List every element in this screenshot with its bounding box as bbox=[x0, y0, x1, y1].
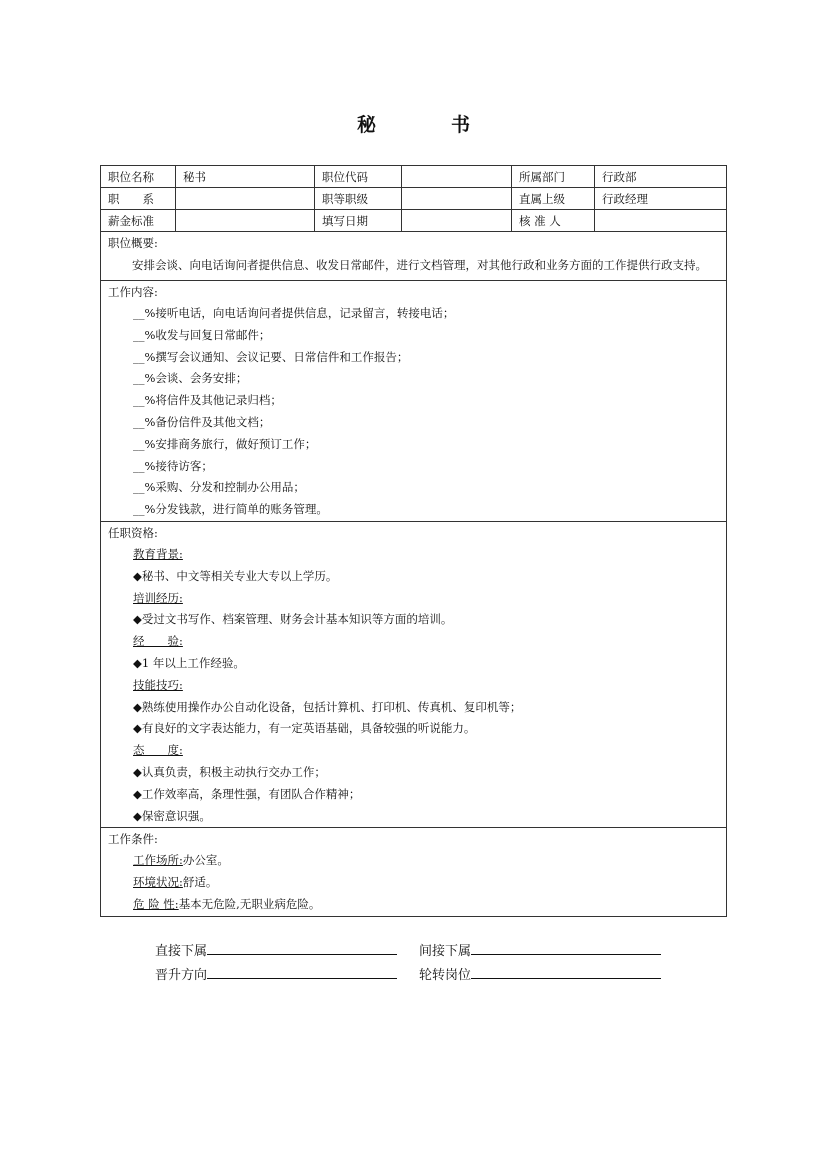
footer-row-1 bbox=[155, 940, 661, 959]
promotion-label: 晋升方向 bbox=[155, 968, 208, 983]
work-content-section bbox=[101, 281, 727, 522]
work-item: __%将信件及其他记录归档； bbox=[133, 393, 282, 408]
label-fill-date: 填写日期 bbox=[315, 210, 402, 232]
attitude-item: ◆工作效率高，条理性强，有团队合作精神； bbox=[133, 786, 361, 801]
education-heading: 教育背景: bbox=[133, 546, 183, 561]
summary-text: 安排会谈、向电话询问者提供信息、收发日常邮件，进行文档管理，对其他行政和业务方面的工作提供行政支持。 bbox=[132, 258, 707, 272]
work-condition-section bbox=[101, 828, 727, 916]
label-salary: 薪金标准 bbox=[101, 210, 176, 232]
attitude-heading: 态 度: bbox=[133, 743, 183, 758]
skills-item: ◆熟练使用操作办公自动化设备，包括计算机、打印机、传真机、复印机等； bbox=[133, 699, 522, 714]
direct-subordinate-field[interactable] bbox=[207, 941, 397, 955]
value-position-name: 秘书 bbox=[176, 166, 315, 188]
label-department: 所属部门 bbox=[512, 166, 595, 188]
summary-label: 职位概要: bbox=[108, 236, 158, 250]
label-job-family: 职 系 bbox=[101, 188, 176, 210]
work-item: __%会谈、会务安排； bbox=[133, 371, 248, 386]
info-row-3 bbox=[101, 210, 727, 232]
attitude-item: ◆保密意识强。 bbox=[133, 808, 211, 823]
education-text: ◆秘书、中文等相关专业大专以上学历。 bbox=[133, 568, 338, 583]
label-position-code: 职位代码 bbox=[315, 166, 402, 188]
value-approver bbox=[595, 210, 727, 232]
indirect-subordinate-field[interactable] bbox=[471, 941, 661, 955]
skills-item: ◆有良好的文字表达能力，有一定英语基础，具备较强的听说能力。 bbox=[133, 721, 476, 736]
label-supervisor: 直属上级 bbox=[512, 188, 595, 210]
footer-row-2 bbox=[155, 964, 661, 983]
promotion-field[interactable] bbox=[207, 965, 397, 979]
training-text: ◆受过文书写作、档案管理、财务会计基本知识等方面的培训。 bbox=[133, 612, 453, 627]
rotation-label: 轮转岗位 bbox=[419, 968, 472, 983]
label-job-grade: 职等职级 bbox=[315, 188, 402, 210]
label-position-name: 职位名称 bbox=[101, 166, 176, 188]
value-department: 行政部 bbox=[595, 166, 727, 188]
skills-heading: 技能技巧: bbox=[133, 677, 183, 692]
work-item: __%撰写会议通知、会议记要、日常信件和工作报告； bbox=[133, 349, 409, 364]
environment-heading: 环境状况: bbox=[133, 875, 183, 890]
job-description-table bbox=[100, 165, 727, 917]
value-supervisor: 行政经理 bbox=[595, 188, 727, 210]
summary-section bbox=[101, 232, 727, 281]
work-content-label: 工作内容: bbox=[108, 285, 158, 299]
environment-text: 舒适。 bbox=[182, 875, 218, 890]
value-job-family bbox=[176, 188, 315, 210]
value-job-grade bbox=[402, 188, 512, 210]
qualification-label: 任职资格: bbox=[108, 525, 158, 540]
risk-text: 基本无危险,无职业病危险。 bbox=[178, 896, 321, 911]
experience-text: ◆1 年以上工作经验。 bbox=[133, 655, 245, 670]
info-row-2 bbox=[101, 188, 727, 210]
info-row-1 bbox=[101, 166, 727, 188]
work-item: __%分发钱款，进行简单的账务管理。 bbox=[133, 502, 328, 517]
work-item: __%采购、分发和控制办公用品； bbox=[133, 480, 305, 495]
work-item: __%接待访客； bbox=[133, 458, 213, 473]
attitude-item: ◆认真负责，积极主动执行交办工作； bbox=[133, 764, 326, 779]
value-salary bbox=[176, 210, 315, 232]
page-title: 秘 书 bbox=[356, 114, 498, 136]
work-condition-label: 工作条件: bbox=[108, 832, 158, 847]
value-fill-date bbox=[402, 210, 512, 232]
experience-heading: 经 验: bbox=[133, 634, 183, 649]
work-item: __%收发与回复日常邮件； bbox=[133, 327, 271, 342]
label-approver: 核 准 人 bbox=[512, 210, 595, 232]
training-heading: 培训经历: bbox=[133, 590, 183, 605]
workplace-text: 办公室。 bbox=[182, 853, 229, 868]
value-position-code bbox=[402, 166, 512, 188]
work-item: __%安排商务旅行，做好预订工作； bbox=[133, 436, 317, 451]
work-item: __%备份信件及其他文档； bbox=[133, 414, 271, 429]
qualification-section bbox=[101, 521, 727, 827]
direct-subordinate-label: 直接下属 bbox=[155, 944, 208, 959]
indirect-subordinate-label: 间接下属 bbox=[419, 944, 472, 959]
risk-heading: 危 险 性: bbox=[133, 896, 179, 911]
workplace-heading: 工作场所: bbox=[133, 853, 183, 868]
work-item: __%接听电话，向电话询问者提供信息，记录留言，转接电话； bbox=[133, 306, 455, 320]
rotation-field[interactable] bbox=[471, 965, 661, 979]
